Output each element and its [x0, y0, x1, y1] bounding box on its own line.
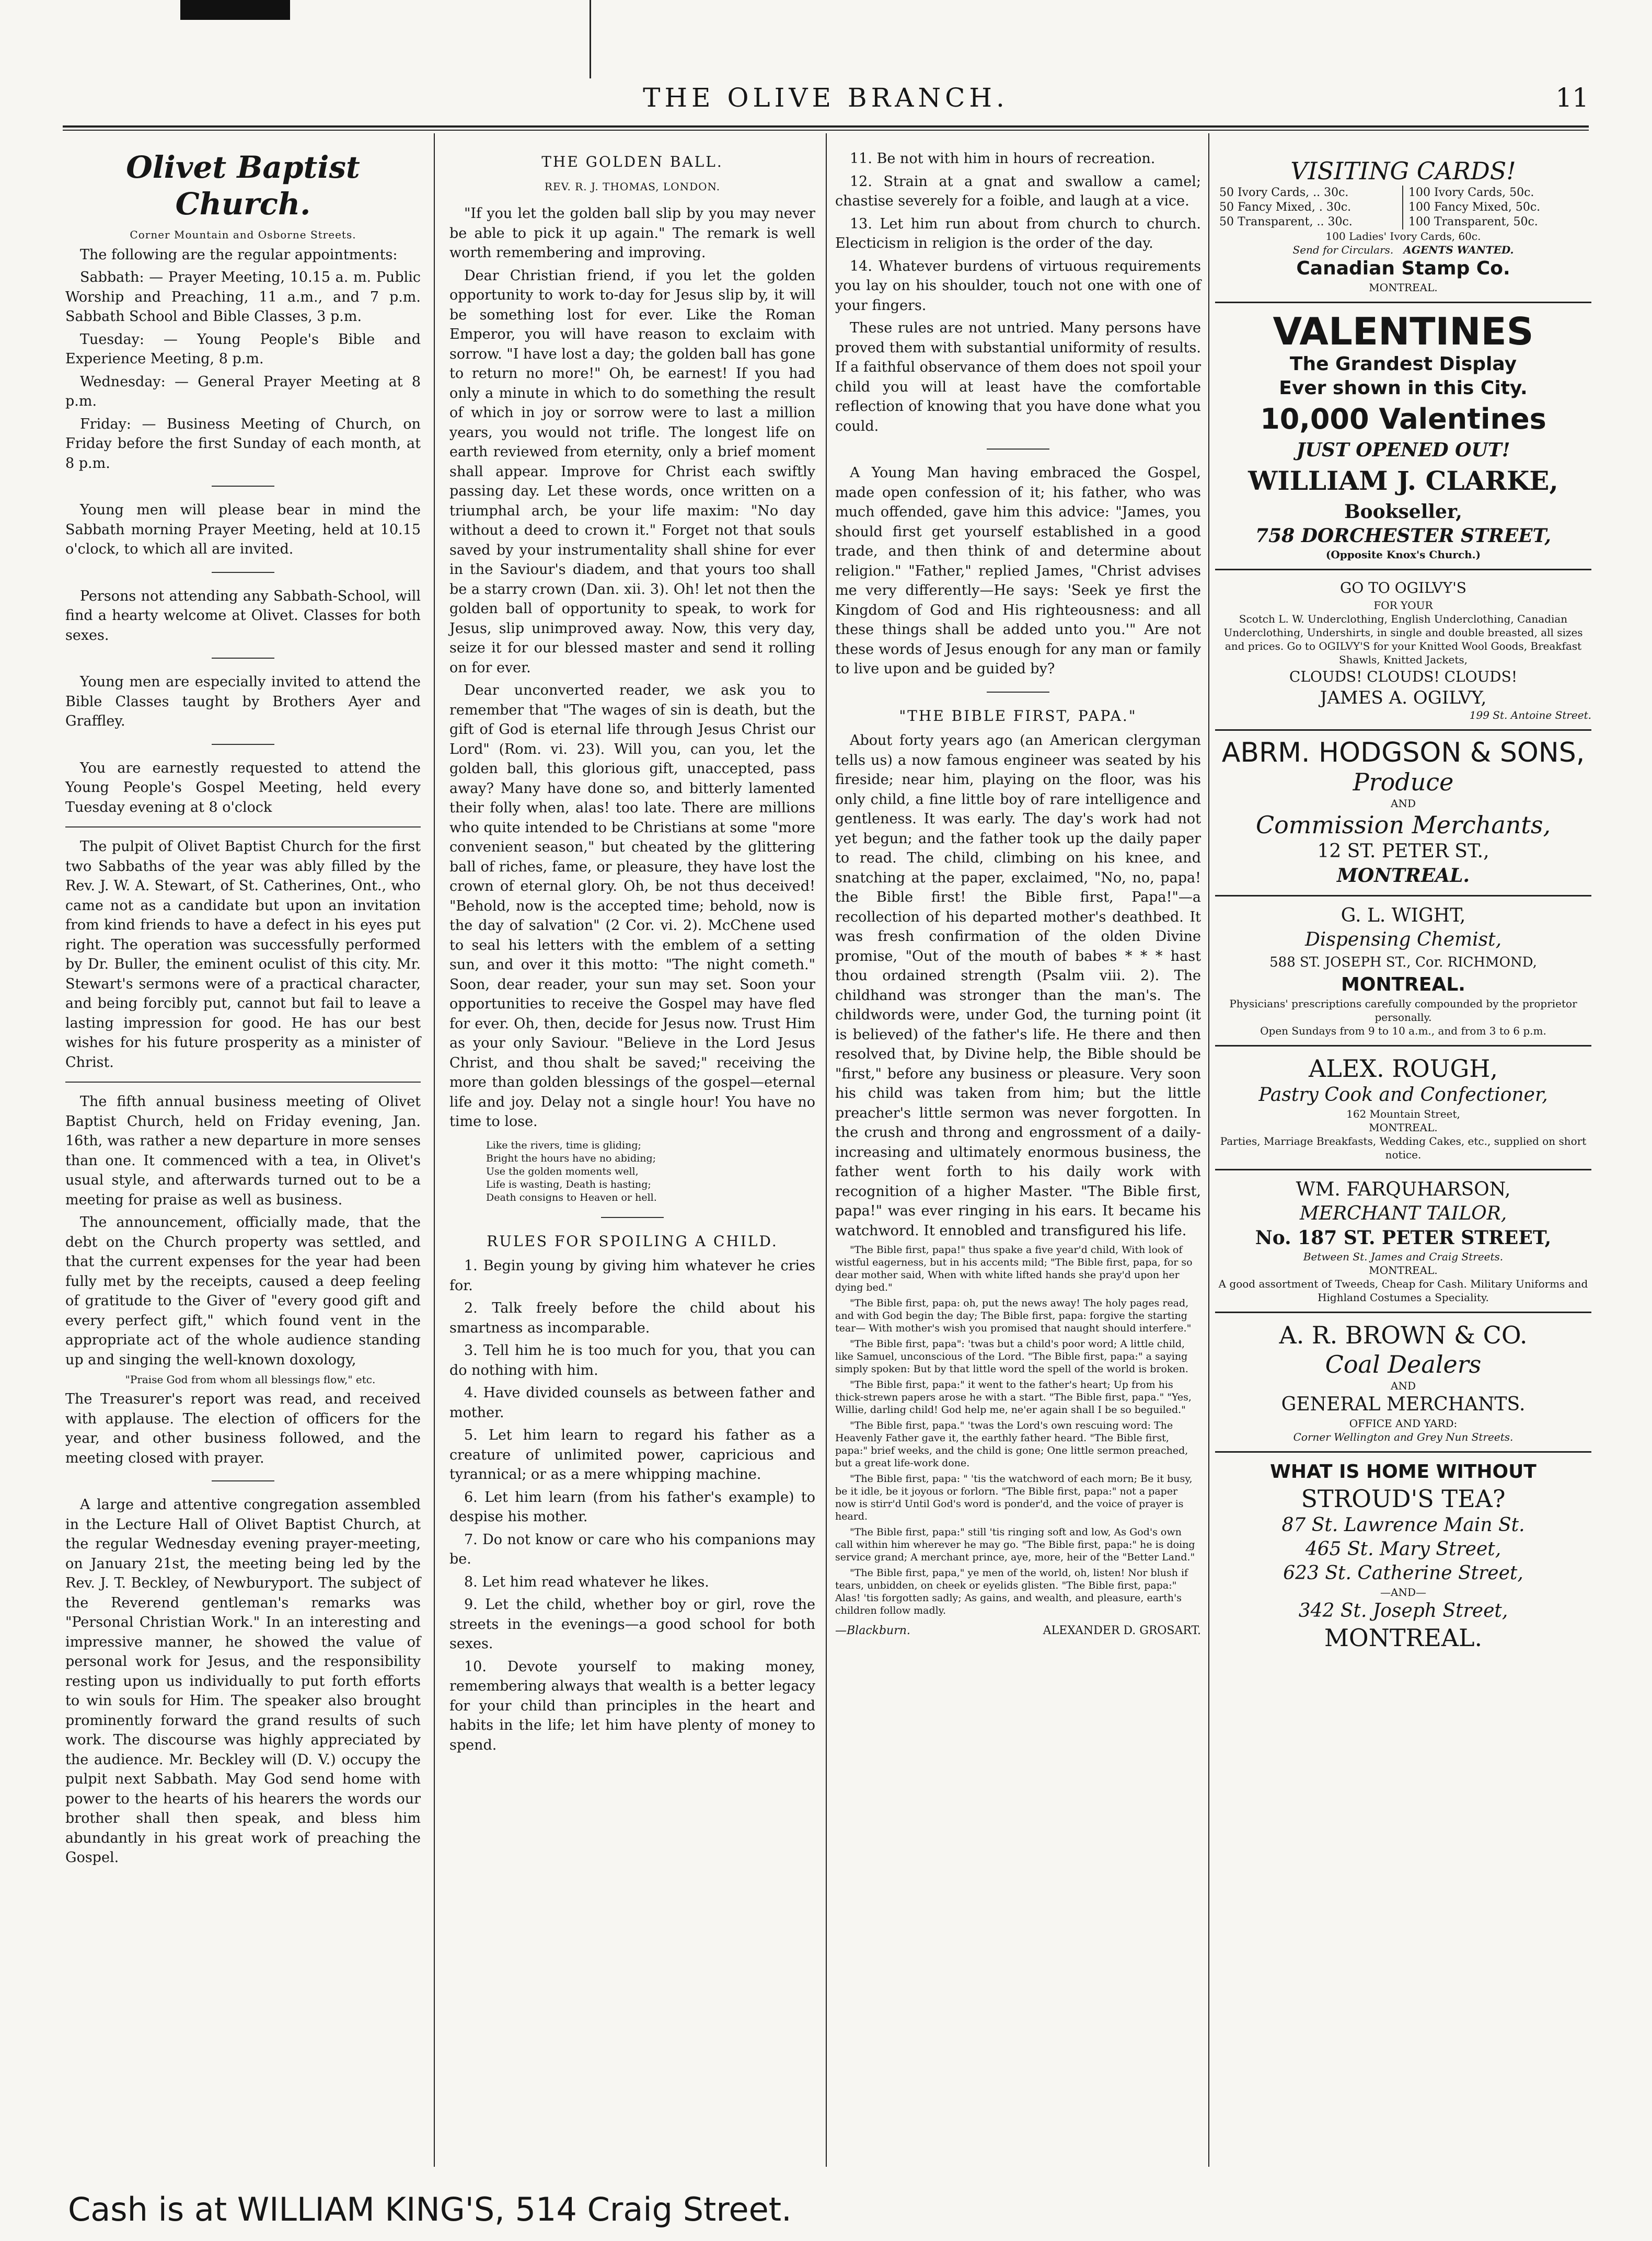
rule-item: 10. Devote yourself to making money, remembering always that wealth is a better legacy for your child than principles in the heart and habits in the life; let him have plenty of money to spend.	[449, 1658, 815, 1753]
advertisements-column	[1215, 149, 1591, 1660]
ad-title: VALENTINES	[1273, 309, 1534, 353]
young-man-article: A Young Man having embraced the Gospel, made open confession of it; his father, who was much offended, gave him this advice: "James, you should first get yourself established in a good trade, and then think of and determine about religion." "Father," replied James, "Christ advises me very differently—He says: 'Seek ye first the Kingdom of God and His righteousness: and all these things shall be added unto you.'" Are not these words of Jesus enough for any man or family to live upon and be guided by?	[835, 465, 1201, 677]
appointment-friday: Friday: — Business Meeting of Church, on Friday before the first Sunday of each month, at 8 p.m.	[65, 416, 421, 472]
ad-line: FOR YOUR	[1373, 599, 1433, 612]
rule-item: 9. Let the child, whether boy or girl, rove the streets in the evenings—a good school for both sexes.	[449, 1596, 815, 1652]
ad-line: GENERAL MERCHANTS.	[1281, 1394, 1526, 1415]
merchant-name: JAMES A. OGILVY,	[1320, 687, 1487, 708]
merchant-name: ABRM. HODGSON & SONS,	[1221, 737, 1585, 768]
send-circulars	[1215, 243, 1591, 257]
ad-note: Physicians' prescriptions carefully compounded by the proprietor personally.	[1229, 997, 1577, 1024]
merchant-between: Between St. James and Craig Streets.	[1303, 1250, 1504, 1263]
signature-source: —Blackburn.	[835, 1624, 910, 1637]
ad-line: CLOUDS! CLOUDS! CLOUDS!	[1289, 668, 1518, 685]
price-right: 100 Fancy Mixed, 50c.	[1408, 201, 1541, 214]
ad-line: AND	[1391, 797, 1416, 810]
ad-hodgson	[1215, 731, 1591, 897]
divider	[212, 572, 274, 573]
verse: "The Bible first, papa!" thus spake a five year'd child, With look of wistful eagerness, but in his accents mild; "The Bible first, papa, for so dear mother said, When with white lifted hands she pray'd upon her dying bed."	[835, 1244, 1193, 1293]
notice-bible-classes: Young men are especially invited to attend the Bible Classes taught by Brothers Ayer and Graffley.	[65, 674, 421, 729]
poem-line: Bright the hours have no abiding;	[486, 1152, 656, 1164]
merchant-trade: Pastry Cook and Confectioner,	[1258, 1084, 1548, 1106]
city: MONTREAL.	[1369, 1121, 1438, 1134]
ad-visiting-cards	[1215, 149, 1591, 303]
rule-item: 4. Have divided counsels as between father and mother.	[449, 1385, 815, 1421]
lecture-hall-article: A large and attentive congregation assembled in the Lecture Hall of Olivet Baptist Church, at the regular Wednesday evening prayer-meeting, on January 21st, the meeting being led by the Rev. J. T. Beckley, of Newburyport. The subject of the Reverend gentleman's remarks was "Personal Christian Work." In an interesting and impressive manner, he showed the value of personal work for Jesus, and the responsibility resting upon us individually to put forth efforts to win souls for Him. The speaker also brought prominently forward the grand results of such work. The discourse was highly appreciated by the audience. Mr. Beckley will (D. V.) occupy the pulpit next Sabbath. May God send home with power to the hearts of his hearers the words our brother shall then speak, and bless him abundantly in his great work of preaching the Gospel.	[65, 1497, 421, 1866]
doxology: "Praise God from whom all blessings flow," etc.	[125, 1373, 376, 1386]
rule-item: 11. Be not with him in hours of recreation.	[850, 151, 1156, 167]
column-3	[835, 149, 1201, 1641]
city: MONTREAL.	[1369, 1264, 1438, 1277]
store-address: 342 St. Joseph Street,	[1298, 1600, 1508, 1622]
church-address: Corner Mountain and Osborne Streets.	[130, 228, 356, 241]
golden-ball-title: THE GOLDEN BALL.	[541, 153, 723, 170]
price-grid	[1215, 186, 1591, 229]
rule-item: 8. Let him read whatever he likes.	[464, 1573, 709, 1590]
rule-item: 1. Begin young by giving him whatever he cries for.	[449, 1258, 815, 1294]
ad-line: WHAT IS HOME WITHOUT	[1270, 1461, 1537, 1482]
ad-line: The Grandest Display	[1289, 353, 1517, 375]
poem-line: Life is wasting, Death is hasting;	[486, 1178, 651, 1190]
notice-sabbath-school: Persons not attending any Sabbath-School, will find a hearty welcome at Olivet. Classes for both sexes.	[65, 588, 421, 643]
verse: "The Bible first, papa," ye men of the world, oh, listen! Nor blush if tears, unbidden, on cheek or eyelids glisten. "The Bible first, papa:" Alas! 'tis forgotten sadly; As gains, and wealth, and pleasure, earth's children follow madly.	[835, 1567, 1188, 1616]
city: MONTREAL.	[1369, 281, 1438, 294]
merchant-address: 758 DORCHESTER STREET,	[1255, 525, 1551, 547]
ad-line: Ever shown in this City.	[1279, 377, 1528, 399]
divider	[65, 1082, 421, 1083]
divider	[212, 658, 274, 659]
merchant-note: (Opposite Knox's Church.)	[1325, 548, 1481, 561]
company-name: Canadian Stamp Co.	[1296, 258, 1510, 279]
store-address: 623 St. Catherine Street,	[1283, 1562, 1523, 1584]
divider	[601, 1217, 664, 1218]
divider	[987, 692, 1049, 693]
column-rule	[826, 133, 827, 2167]
fold-mark	[590, 0, 591, 78]
merchant-name: WM. FARQUHARSON,	[1296, 1179, 1511, 1200]
signature	[835, 1621, 1201, 1641]
golden-ball-poem	[486, 1139, 815, 1204]
divider	[212, 744, 274, 745]
price-right: 100 Transparent, 50c.	[1408, 215, 1538, 228]
golden-ball-byline: REV. R. J. THOMAS, LONDON.	[544, 180, 721, 193]
merchant-name: G. L. WIGHT,	[1341, 905, 1466, 926]
ad-line: OFFICE AND YARD:	[1349, 1417, 1458, 1430]
ad-brown	[1215, 1313, 1591, 1453]
golden-ball-p2: Dear Christian friend, if you let the golden opportunity to work to-day for Jesus slip by, it will be something lost for ever. Like the Roman Emperor, you will have reason to exclaim with sorrow. "I have lost a day; the golden ball has gone to return no more!" Oh, be earnest! If you had only a minute in which to do something the result of which in joy or sorrow were to last a million years, you would not trifle. The longest life on earth reviewed from eternity, only a brief moment shall appear. Improve for Christ each swiftly passing day. Let these words, once written on a triumphal arch, be your life maxim: "No day without a deed to crown it." Forget not that souls saved by your instrumentality shall shine for ever in the Saviour's diadem, and that yours too shall be a starry crown (Dan. xii. 3). Oh! let not then the golden ball of opportunity to speak, to work for Jesus, slip unimproved away. Now, this very day, seize it for our blessed master and send it rolling on for ever.	[449, 267, 815, 676]
rule-item: 5. Let him learn to regard his father as a creature of unlimited power, capricious and tyrannical; or as a mere whipping machine.	[449, 1427, 815, 1482]
rules-note: These rules are not untried. Many persons have proved them with substantial uniformity of results. If a faithful observance of them does not spoil your child you will at least have the comfortable reflection of knowing that you have done what you could.	[835, 320, 1201, 434]
ad-line: Corner Wellington and Grey Nun Streets.	[1293, 1431, 1514, 1443]
ad-rough	[1215, 1047, 1591, 1170]
ad-note: Open Sundays from 9 to 10 a.m., and from 3 to 6 p.m.	[1260, 1025, 1546, 1037]
bible-first-body: About forty years ago (an American clergyman tells us) a now famous engineer was seated by his fireside; near him, playing on the floor, was his only child, a fine little boy of rare intelligence and gentleness. It was early. The day's work had not yet begun; and the father took up the daily paper to read. The child, climbing on his knee, and snatching at the paper, exclaimed, "No, no, papa! the Bible first! the Bible first, Papa!"—a recollection of his departed mother's deathbed. It was fresh confirmation of the olden Divine promise, "Out of the mouth of babes * * * hast thou ordained strength (Psalm viii. 2). The childhand was stronger than the man's. The childwords were, under God, the turning point (it is believed) of the father's life. He there and then resolved that, by Divine help, the Bible should be "first," before any business or pleasure. Very soon his child was taken from him; but the little preacher's little sermon was never forgotten. In the crush and throng and engrossment of a daily-increasing and ultimately enormous business, the father went forth to his daily work with recognition of a higher Master. "The Bible first, papa!" was ever ringing in his ears. It became his watchword. It ennobled and transfigured his life.	[835, 732, 1201, 1239]
agents-wanted: AGENTS WANTED.	[1403, 244, 1514, 256]
price-left: 50 Ivory Cards, .. 30c.	[1219, 186, 1403, 200]
divider	[65, 826, 421, 828]
merchant-address: 162 Mountain Street,	[1346, 1108, 1460, 1120]
verse: "The Bible first, papa:" it went to the father's heart; Up from his thick-strewn papers arose he with a start. "The Bible first, papa." "Yes, Willie, darling child! God help me, ne'er again shall I be so beguiled."	[835, 1379, 1192, 1416]
store-address: 465 St. Mary Street,	[1305, 1538, 1501, 1560]
appointments-intro: The following are the regular appointments:	[80, 246, 398, 263]
ink-blot	[180, 0, 290, 20]
annual-meeting-1: The fifth annual business meeting of Olivet Baptist Church, held on Friday evening, Jan. 16th, was rather a new departure in more senses than one. It commenced with a tea, in Olivet's usual style, and afterwards turned out to be a meeting for praise as well as business.	[65, 1094, 421, 1208]
verse: "The Bible first, papa:" still 'tis ringing soft and low, As God's own call within him wherever he may go. "The Bible first, papa:" he is doing service grand; A merchant prince, aye, more, heir of the "Better Land."	[835, 1526, 1195, 1563]
ad-line: —AND—	[1380, 1586, 1426, 1599]
header-rule	[63, 125, 1589, 128]
notice-prayer-meeting: Young men will please bear in mind the Sabbath morning Prayer Meeting, held at 10.15 o'clock, to which all are invited.	[65, 502, 421, 557]
ad-line: STROUD'S TEA?	[1301, 1485, 1506, 1513]
header-rule-thin	[63, 130, 1589, 131]
golden-ball-p1: "If you let the golden ball slip by you may never be able to pick it up again." The remark is well worth remembering and improving.	[449, 205, 815, 261]
page-header	[63, 78, 1589, 115]
appointment-sabbath: Sabbath: — Prayer Meeting, 10.15 a. m. Public Worship and Preaching, 11 a.m., and 7 p.m. Sabbath School and Bible Classes, 3 p.m.	[65, 269, 421, 325]
merchant-trade: Coal Dealers	[1325, 1350, 1482, 1378]
ad-line: 10,000 Valentines	[1260, 403, 1546, 435]
divider	[987, 449, 1049, 450]
merchant-trade: MERCHANT TAILOR,	[1299, 1203, 1507, 1224]
merchant-name: ALEX. ROUGH,	[1309, 1054, 1498, 1083]
ad-line: Produce	[1353, 768, 1454, 796]
merchant-name: WILLIAM J. CLARKE,	[1248, 465, 1558, 496]
rule-item: 3. Tell him he is too much for you, that you can do nothing with him.	[449, 1342, 815, 1378]
city: MONTREAL.	[1324, 1624, 1483, 1652]
ad-note: A good assortment of Tweeds, Cheap for Cash. Military Uniforms and Highland Costumes a Speciality.	[1218, 1278, 1588, 1304]
store-address: 87 St. Lawrence Main St.	[1281, 1514, 1525, 1536]
ad-ogilvy	[1215, 570, 1591, 731]
appointment-wednesday: Wednesday: — General Prayer Meeting at 8 p.m.	[65, 373, 421, 409]
rule-item: 12. Strain at a gnat and swallow a camel; chastise severely for a foible, and laugh at a vice.	[835, 173, 1201, 209]
column-1	[65, 149, 421, 1871]
column-rule	[434, 133, 435, 2167]
ad-line: JUST OPENED OUT!	[1296, 439, 1510, 461]
page-number: 11	[1555, 83, 1589, 113]
signature-author: ALEXANDER D. GROSART.	[1043, 1624, 1201, 1637]
rule-item: 6. Let him learn (from his father's example) to despise his mother.	[449, 1489, 815, 1525]
newspaper-title: THE OLIVE BRANCH.	[643, 83, 1009, 113]
ad-note: Parties, Marriage Breakfasts, Wedding Cakes, etc., supplied on short notice.	[1220, 1135, 1587, 1161]
ad-line: AND	[1391, 1380, 1416, 1392]
annual-meeting-2: The announcement, officially made, that the debt on the Church property was settled, and that the current expenses for the year had been fully met by the receipts, caused a deep feeling of gratitude to the Giver of "every good gift and every perfect gift," which found vent in the appropriate act of the whole audience standing up and singing the well-known doxology,	[65, 1214, 421, 1368]
rule-item: 13. Let him run about from church to church. Electicism in religion is the order of the day.	[835, 215, 1201, 251]
price-left: 50 Transparent, .. 30c.	[1219, 215, 1403, 229]
merchant-name: A. R. BROWN & CO.	[1279, 1321, 1528, 1349]
merchant-trade: Dispensing Chemist,	[1304, 929, 1502, 950]
pulpit-article: The pulpit of Olivet Baptist Church for the first two Sabbaths of the year was ably filled by the Rev. J. W. A. Stewart, of St. Catherines, Ont., who came not as a candidate but upon an invitation from kind friends to have a defect in his eyes put right. The operation was successfully performed by Dr. Buller, the eminent oculist of this city. Mr. Stewart's sermons were of a practical character, and being forcibly put, cannot but fail to leave a lasting impression for good. He has our best wishes for his future prosperity as a minister of Christ.	[65, 838, 421, 1071]
merchant-address: No. 187 ST. PETER STREET,	[1255, 1227, 1552, 1249]
column-2	[449, 149, 815, 1758]
notice-gospel-meeting: You are earnestly requested to attend the Young People's Gospel Meeting, held every Tuesday evening at 8 o'clock	[65, 760, 421, 815]
church-title: Olivet Baptist Church.	[126, 150, 360, 222]
rule-item: 7. Do not know or care who his companions may be.	[449, 1531, 815, 1567]
verse: "The Bible first, papa." 'twas the Lord's own rescuing word: The Heavenly Father gave it, the earthly father heard. "The Bible first, papa:" brief weeks, and the child is gone; One little sermon preached, but a great life-work done.	[835, 1420, 1188, 1469]
page-footer-advert: Cash is at WILLIAM KING'S, 514 Craig Street.	[68, 2190, 792, 2228]
price-right: 100 Ivory Cards, 50c.	[1408, 186, 1534, 199]
merchant-address: 199 St. Antoine Street.	[1469, 709, 1591, 721]
verse: "The Bible first, papa": 'twas but a child's poor word; A little child, like Samuel, unconscious of the Lord. "The Bible first, papa:" a saying simply spoken: But by that little word the spell of the world is broken.	[835, 1338, 1188, 1375]
price-left: 50 Fancy Mixed, . 30c.	[1219, 200, 1403, 215]
column-rule	[1208, 133, 1209, 2167]
circulars-label: Send for Circulars.	[1292, 244, 1394, 256]
ladies-cards: 100 Ladies' Ivory Cards, 60c.	[1325, 230, 1481, 243]
city: MONTREAL.	[1341, 974, 1465, 995]
ad-valentines	[1215, 303, 1591, 570]
rule-item: 2. Talk freely before the child about his smartness as incomparable.	[449, 1300, 815, 1336]
city: MONTREAL.	[1336, 865, 1470, 887]
poem-line: Like the rivers, time is gliding;	[486, 1139, 641, 1151]
rules-title: RULES FOR SPOILING A CHILD.	[487, 1232, 778, 1250]
poem-line: Use the golden moments well,	[486, 1165, 639, 1177]
annual-meeting-3: The Treasurer's report was read, and received with applause. The election of officers for the year, and other business followed, and the meeting closed with prayer.	[65, 1391, 421, 1466]
merchant-address: 12 ST. PETER ST.,	[1317, 841, 1489, 862]
ad-line: Commission Merchants,	[1255, 811, 1551, 839]
ad-title: VISITING CARDS!	[1290, 157, 1516, 185]
ad-farquharson	[1215, 1170, 1591, 1313]
merchant-trade: Bookseller,	[1344, 501, 1462, 523]
merchant-address: 588 ST. JOSEPH ST., Cor. RICHMOND,	[1269, 955, 1537, 970]
bible-first-title: "THE BIBLE FIRST, PAPA."	[899, 707, 1137, 725]
ad-wight	[1215, 897, 1591, 1047]
divider	[212, 486, 274, 487]
poem-line: Death consigns to Heaven or hell.	[486, 1191, 657, 1203]
ad-line: GO TO OGILVY'S	[1340, 579, 1466, 596]
golden-ball-p3: Dear unconverted reader, we ask you to remember that "The wages of sin is death, but the gift of God is eternal life through Jesus Christ our Lord" (Rom. vi. 23). Will you, can you, let the golden ball, this glorious gift, unaccepted, pass away? Many have done so, and bitterly lamented their folly when, alas! too late. There are millions who quite intended to be Christians at some "more convenient season," but cheated by the glittering ball of riches, fame, or pleasure, they have lost the crown of eternal glory. Oh, be not thus deceived! "Behold, now is the accepted time; behold, now is the day of salvation" (2 Cor. vi. 2). McChene used to seal his letters with the emblem of a setting sun, and over it this motto: "The night cometh." Soon, dear reader, your sun may set. Soon your opportunities to receive the Gospel may have fled for ever. Oh, then, decide for Jesus now. Trust Him as your only Saviour. "Believe in the Lord Jesus Christ, and thou shalt be saved;" receiving the more than golden blessings of the gospel—eternal life and joy. Delay not a single hour! You have no time to lose.	[449, 682, 815, 1130]
verse: "The Bible first, papa: " 'tis the watchword of each morn; Be it busy, be it idle, be it joyous or forlorn. "The Bible first, papa:" not a paper now is stirr'd Until God's word is ponder'd, and the voice of prayer is heard.	[835, 1473, 1193, 1522]
appointment-tuesday: Tuesday: — Young People's Bible and Experience Meeting, 8 p.m.	[65, 331, 421, 367]
ad-strouds-tea	[1215, 1453, 1591, 1660]
divider	[212, 1480, 274, 1481]
ad-body: Scotch L. W. Underclothing, English Underclothing, Canadian Underclothing, Undershirts, in single and double breasted, all sizes and prices. Go to OGILVY'S for your Knitted Wool Goods, Breakfast Shawls, Knitted Jackets,	[1223, 613, 1583, 666]
rule-item: 14. Whatever burdens of virtuous requirements you lay on his shoulder, touch not one with one of your fingers.	[835, 258, 1201, 314]
verse: "The Bible first, papa: oh, put the news away! The holy pages read, and with God begin the day; The Bible first, papa: forgive the starting tear— With mother's wish you promised that naught should interfere."	[835, 1297, 1192, 1334]
